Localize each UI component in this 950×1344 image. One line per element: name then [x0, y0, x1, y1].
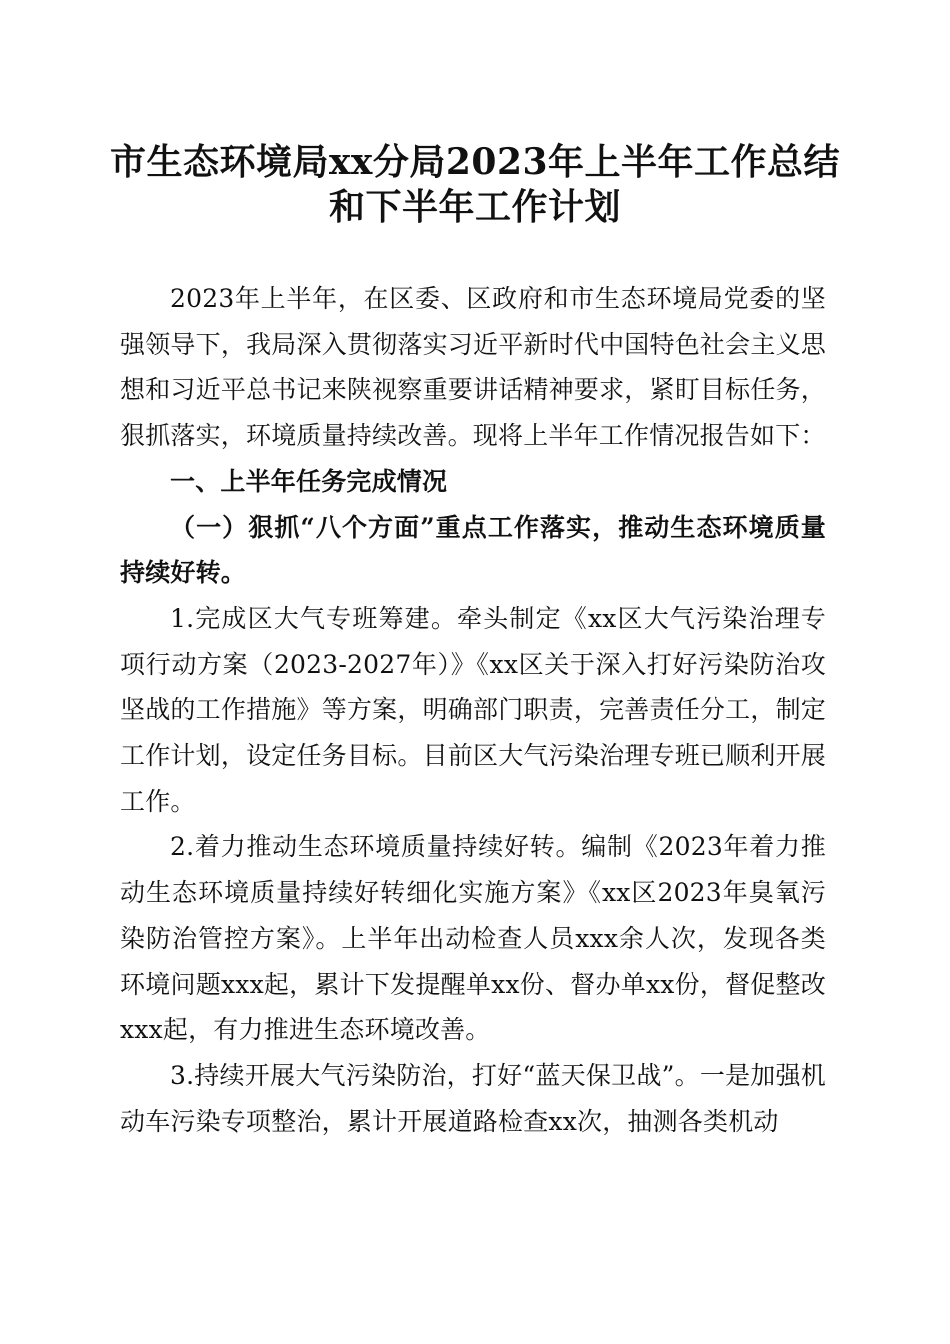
body-paragraph: 3.持续开展大气污染防治，打好“蓝天保卫战”。一是加强机动车污染专项整治，累计开展道路检查xx次，抽测各类机动: [120, 1060, 826, 1136]
intro-paragraph: 2023年上半年，在区委、区政府和市生态环境局党委的坚强领导下，我局深入贯彻落实习近平新时代中国特色社会主义思想和习近平总书记来陕视察重要讲话精神要求，紧盯目标任务，狠抓落实，环境质量持续改善。现将上半年工作情况报告如下：: [120, 284, 826, 451]
section-heading: 一、上半年任务完成情况: [170, 466, 448, 496]
body-paragraph: 1.完成区大气专班筹建。牵头制定《xx区大气污染治理专项行动方案（2023-2027年）》《xx区关于深入打好污染防治攻坚战的工作措施》等方案，明确部门职责，完善责任分工，制定工作计划，设定任务目标。目前区大气污染治理专班已顺利开展工作。: [120, 603, 826, 816]
document-title-line-1: 市生态环境局xx分局2023年上半年工作总结: [109, 141, 841, 183]
document-body: [120, 276, 826, 1144]
body-paragraph: 2.着力推动生态环境质量持续好转。编制《2023年着力推动生态环境质量持续好转细化实施方案》《xx区2023年臭氧污染防治管控方案》。上半年出动检查人员xxx余人次，发现各类环境问题xxx起，累计下发提醒单xx份、督办单xx份，督促整改xxx起，有力推进生态环境改善。: [120, 832, 826, 1045]
subsection-heading: （一）狠抓“八个方面”重点工作落实，推动生态环境质量持续好转。: [120, 512, 826, 588]
document-title-line-2: 和下半年工作计划: [328, 186, 621, 228]
